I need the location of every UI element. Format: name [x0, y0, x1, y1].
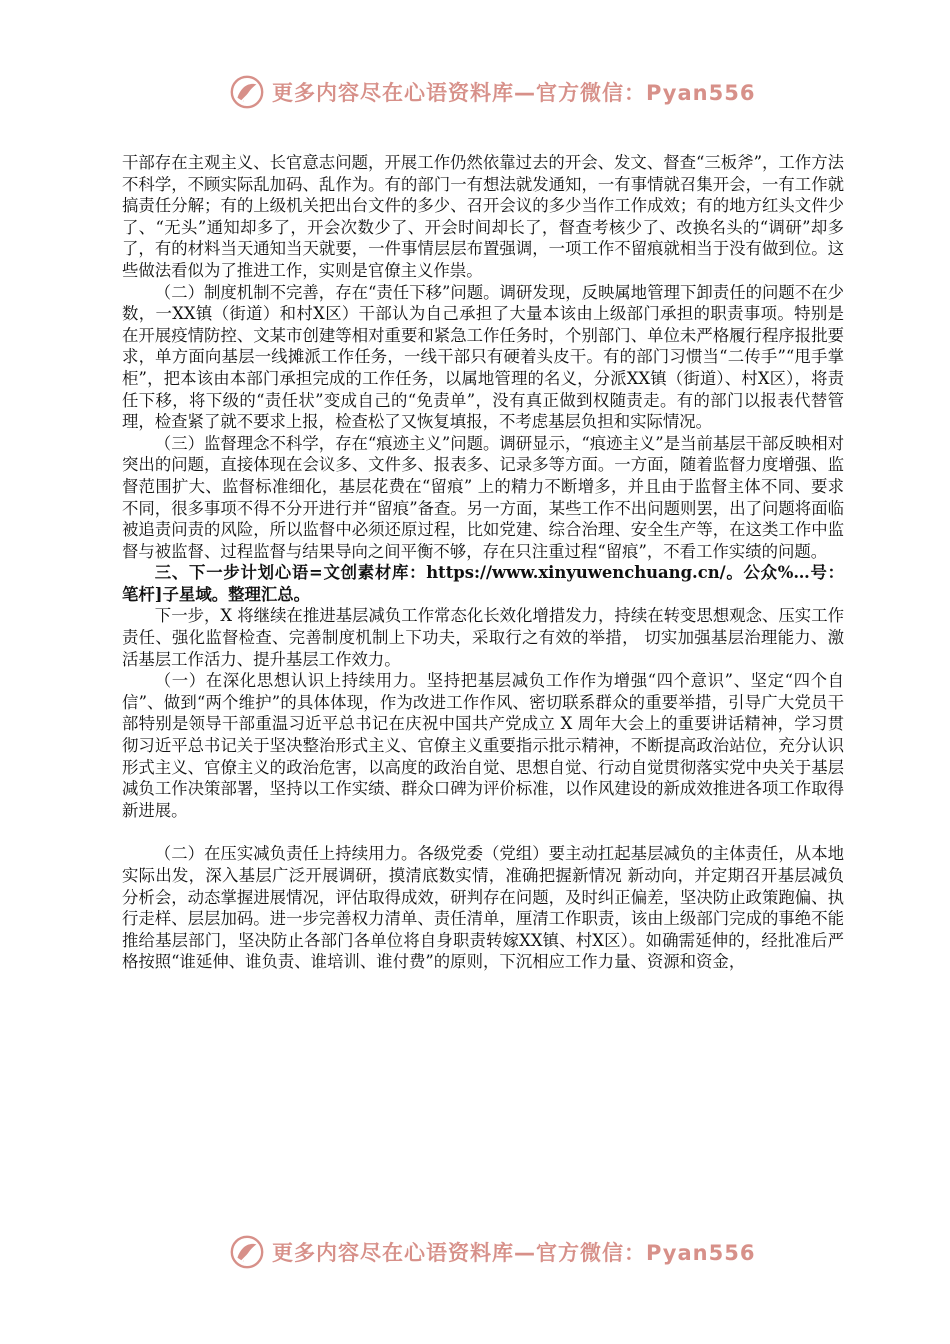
- paragraph-supervision: （三）监督理念不科学，存在“痕迹主义”问题。调研显示，“痕迹主义”是当前基层干部反映相对突出的问题，直接体现在会议多、文件多、报表多、记录多等方面。一方面，随着监督力度增强、监督范围扩大、监督标准细化，基层花费在“留痕” 上的精力不断增多，并且由于监督主体不同、要求不同，很多事项不得不分开进行并“留痕”备查。另一方面，某些工作不出问题则罢，出了问题将面临被追责问责的风险，所以监督中必须还原过程，比如党建、综合治理、安全生产等，在这类工作中监督与被监督、过程监督与结果导向之间平衡不够，存在只注重过程“留痕”，不看工作实绩的问题。: [122, 433, 844, 561]
- paragraph-next-steps-intro: 下一步，X 将继续在推进基层减负工作常态化长效化增措发力，持续在转变思想观念、压实工作责任、强化监督检查、完善制度机制上下功夫，采取行之有效的举措， 切实加强基层治理能力、激活基层工作活力、提升基层工作效力。: [122, 606, 844, 669]
- section-heading-next-steps: 三、下一步计划心语=文创素材库：https://www.xinyuwenchuang.cn/。公众%…号：笔杆]子星域。整理汇总。: [122, 563, 844, 604]
- watermark-logo-icon: [228, 73, 266, 111]
- paragraph-spacer: [122, 821, 844, 843]
- paragraph-thinking: （一）在深化思想认识上持续用力。坚持把基层减负工作作为增强“四个意识”、坚定“四个自信”、做到“两个维护”的具体体现，作为改进工作作风、密切联系群众的重要举措，引导广大党员干部特别是领导干部重温习近平总书记在庆祝中国共产党成立 X 周年大会上的重要讲话精神，学习贯彻习近平总书记关于坚决整治形式主义、官僚主义重要指示批示精神，不断提高政治站位，充分认识形式主义、官僚主义的政治危害，以高度的政治自觉、思想自觉、行动自觉贯彻落实党中央关于基层减负工作决策部署，坚持以工作实绩、群众口碑为评价标准，以作风建设的新成效推进各项工作取得新进展。: [122, 671, 844, 820]
- paragraph-continuation: 干部存在主观主义、长官意志问题，开展工作仍然依靠过去的开会、发文、督查“三板斧”，工作方法不科学，不顾实际乱加码、乱作为。有的部门一有想法就发通知，一有事情就召集开会，一有工作就搞责任分解；有的上级机关把出台文件的多少、召开会议的多少当作工作成效；有的地方红头文件少了、“无头”通知却多了，开会次数少了、开会时间却长了，督查考核少了、改换名头的“调研”却多了，有的材料当天通知当天就要，一件事情层层布置强调，一项工作不留痕就相当于没有做到位。这些做法看似为了推进工作，实则是官僚主义作祟。: [122, 153, 844, 280]
- document-body: [122, 152, 844, 973]
- watermark-banner-top: [228, 72, 756, 112]
- paragraph-responsibility-shift: （二）制度机制不完善，存在“责任下移”问题。调研发现，反映属地管理下卸责任的问题不在少数，一XX镇（街道）和村X区）干部认为自己承担了大量本该由上级部门承担的职责事项。特别是在开展疫情防控、文某市创建等相对重要和紧急工作任务时，个别部门、单位未严格履行程序报批要求，单方面向基层一线摊派工作任务，一线干部只有硬着头皮干。有的部门习惯当“二传手”“甩手掌柜”，把本该由本部门承担完成的工作任务，以属地管理的名义，分派XX镇（街道）、村X区），将责任下移，将下级的“责任状”变成自己的“免责单”，没有真正做到权随责走。有的部门以报表代替管理，检查紧了就不要求上报，检查松了又恢复填报，不考虑基层负担和实际情况。: [122, 282, 844, 432]
- paragraph-responsibility: （二）在压实减负责任上持续用力。各级党委（党组）要主动扛起基层减负的主体责任，从本地实际出发，深入基层广泛开展调研，摸清底数实情，准确把握新情况 新动向，并定期召开基层减负分析会，动态掌握进展情况，评估取得成效，研判存在问题，及时纠正偏差，坚决防止政策跑偏、执行走样、层层加码。进一步完善权力清单、责任清单，厘清工作职责，该由上级部门完成的事绝不能推给基层部门，坚决防止各部门各单位将自身职责转嫁XX镇、村X区）。如确需延伸的，经批准后严格按照“谁延伸、谁负责、谁培训、谁付费”的原则，下沉相应工作力量、资源和资金，: [122, 844, 844, 972]
- watermark-text: 更多内容尽在心语资料库—官方微信：Pyan556: [272, 81, 756, 105]
- watermark-text: 更多内容尽在心语资料库—官方微信：Pyan556: [272, 1241, 756, 1265]
- watermark-banner-bottom: [228, 1232, 756, 1272]
- watermark-logo-icon: [228, 1233, 266, 1271]
